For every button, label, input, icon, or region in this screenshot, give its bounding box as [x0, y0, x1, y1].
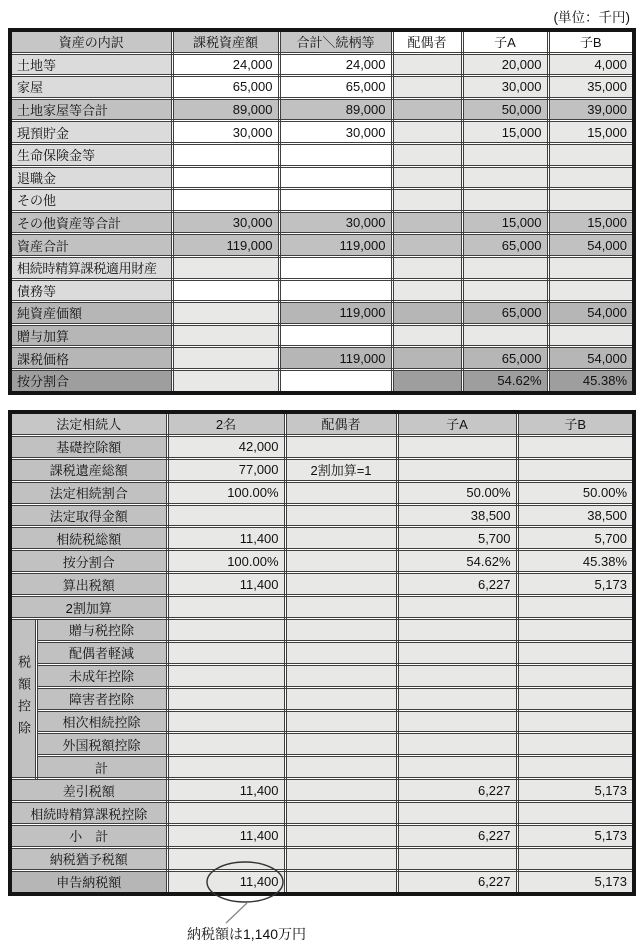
cell [517, 619, 634, 642]
annotation-pointer-line [226, 903, 247, 923]
table-row [10, 302, 634, 325]
cell [392, 121, 462, 144]
table-row [10, 687, 634, 710]
cell: 11,400 [167, 870, 285, 893]
cell: 6,227 [397, 779, 517, 802]
table-row [10, 98, 634, 121]
row-label: 法定取得金額 [10, 504, 167, 527]
cell: 5,173 [517, 825, 634, 848]
row-label: 計 [36, 756, 167, 779]
column-header: 資産の内訳 [10, 30, 172, 53]
cell [392, 76, 462, 99]
row-label: 配偶者軽減 [36, 641, 167, 664]
cell: 6,227 [397, 825, 517, 848]
group-cell [10, 619, 36, 779]
cell [392, 324, 462, 347]
cell: 30,000 [172, 211, 279, 234]
row-label: 贈与加算 [10, 324, 172, 347]
cell: 54,000 [548, 302, 634, 325]
asset-breakdown-table [8, 28, 636, 395]
table-row [10, 279, 634, 302]
cell [462, 166, 548, 189]
cell: 15,000 [548, 211, 634, 234]
table-row [10, 369, 634, 392]
annotation-text: 納税額は1,140万円 [187, 926, 307, 942]
cell [279, 166, 392, 189]
cell [285, 641, 397, 664]
data-table [8, 410, 636, 896]
cell [285, 664, 397, 687]
cell [517, 733, 634, 756]
row-label: 課税遺産総額 [10, 458, 167, 481]
cell: 5,173 [517, 870, 634, 893]
row-label: 贈与税控除 [36, 619, 167, 642]
row-label: 土地家屋等合計 [10, 98, 172, 121]
cell [397, 641, 517, 664]
cell [172, 143, 279, 166]
cell: 11,400 [167, 527, 285, 550]
cell [167, 687, 285, 710]
cell [285, 733, 397, 756]
cell [167, 504, 285, 527]
cell [285, 802, 397, 825]
cell: 119,000 [279, 347, 392, 370]
cell: 30,000 [279, 121, 392, 144]
cell: 30,000 [172, 121, 279, 144]
cell [397, 458, 517, 481]
column-header: 配偶者 [392, 30, 462, 53]
cell: 5,173 [517, 573, 634, 596]
cell: 38,500 [517, 504, 634, 527]
cell [397, 596, 517, 619]
row-label: 土地等 [10, 53, 172, 76]
cell [517, 664, 634, 687]
cell: 24,000 [279, 53, 392, 76]
cell [517, 756, 634, 779]
cell: 2割加算=1 [285, 458, 397, 481]
cell [392, 53, 462, 76]
cell [392, 234, 462, 257]
row-label: 申告納税額 [10, 870, 167, 893]
cell: 119,000 [172, 234, 279, 257]
cell [392, 98, 462, 121]
cell [167, 847, 285, 870]
cell: 24,000 [172, 53, 279, 76]
cell [548, 189, 634, 212]
cell [397, 664, 517, 687]
cell: 119,000 [279, 234, 392, 257]
cell [462, 324, 548, 347]
cell: 65,000 [279, 76, 392, 99]
table-row [10, 779, 634, 802]
cell [279, 256, 392, 279]
cell [397, 619, 517, 642]
cell: 65,000 [462, 234, 548, 257]
cell [392, 166, 462, 189]
row-label: 障害者控除 [36, 687, 167, 710]
cell: 89,000 [279, 98, 392, 121]
cell: 77,000 [167, 458, 285, 481]
row-label: 未成年控除 [36, 664, 167, 687]
table-row [10, 641, 634, 664]
column-header: 配偶者 [285, 412, 397, 435]
cell: 42,000 [167, 435, 285, 458]
cell [397, 710, 517, 733]
column-header: 子A [397, 412, 517, 435]
cell [285, 870, 397, 893]
cell [397, 733, 517, 756]
group-label: 税額控除 [16, 654, 31, 743]
cell [392, 143, 462, 166]
cell: 30,000 [462, 76, 548, 99]
cell: 89,000 [172, 98, 279, 121]
row-label: 法定相続割合 [10, 481, 167, 504]
table-row [10, 121, 634, 144]
column-header: 合計＼続柄等 [279, 30, 392, 53]
cell [167, 710, 285, 733]
table-row [10, 458, 634, 481]
cell: 35,000 [548, 76, 634, 99]
cell [285, 619, 397, 642]
cell [285, 756, 397, 779]
row-label: 債務等 [10, 279, 172, 302]
table-row [10, 143, 634, 166]
cell: 45.38% [548, 369, 634, 392]
row-label: 按分割合 [10, 369, 172, 392]
cell: 100.00% [167, 481, 285, 504]
cell: 54.62% [397, 550, 517, 573]
cell [517, 641, 634, 664]
cell: 20,000 [462, 53, 548, 76]
cell: 38,500 [397, 504, 517, 527]
header-row [10, 412, 634, 435]
cell [517, 435, 634, 458]
cell: 11,400 [167, 779, 285, 802]
cell: 65,000 [462, 347, 548, 370]
cell: 54.62% [462, 369, 548, 392]
column-header: 課税資産額 [172, 30, 279, 53]
cell [167, 619, 285, 642]
cell: 15,000 [548, 121, 634, 144]
cell [548, 256, 634, 279]
cell [279, 189, 392, 212]
cell [167, 802, 285, 825]
cell [172, 369, 279, 392]
cell [517, 596, 634, 619]
column-header: 2名 [167, 412, 285, 435]
table-row [10, 166, 634, 189]
row-label: 家屋 [10, 76, 172, 99]
row-label: 算出税額 [10, 573, 167, 596]
cell [285, 481, 397, 504]
table-row [10, 324, 634, 347]
cell: 30,000 [279, 211, 392, 234]
cell [392, 256, 462, 279]
cell: 11,400 [167, 573, 285, 596]
cell [285, 573, 397, 596]
cell: 5,173 [517, 779, 634, 802]
table-row [10, 256, 634, 279]
cell [167, 733, 285, 756]
row-label: 按分割合 [10, 550, 167, 573]
table-row [10, 189, 634, 212]
unit-label: (単位：千円) [553, 10, 630, 25]
row-label: その他 [10, 189, 172, 212]
cell: 5,700 [397, 527, 517, 550]
cell [397, 435, 517, 458]
cell [285, 847, 397, 870]
cell [285, 825, 397, 848]
row-label: 外国税額控除 [36, 733, 167, 756]
table-row [10, 504, 634, 527]
cell: 50.00% [517, 481, 634, 504]
table-row [10, 619, 634, 642]
cell [392, 211, 462, 234]
row-label: 現預貯金 [10, 121, 172, 144]
cell [517, 710, 634, 733]
cell [392, 369, 462, 392]
cell [548, 279, 634, 302]
table-row [10, 847, 634, 870]
data-table [8, 28, 636, 395]
cell: 5,700 [517, 527, 634, 550]
row-label: 退職金 [10, 166, 172, 189]
table-row [10, 347, 634, 370]
cell [462, 279, 548, 302]
row-label: その他資産等合計 [10, 211, 172, 234]
table-row [10, 710, 634, 733]
cell [167, 596, 285, 619]
table-row [10, 573, 634, 596]
cell [285, 710, 397, 733]
cell: 65,000 [172, 76, 279, 99]
table-row [10, 527, 634, 550]
cell [397, 847, 517, 870]
table-row [10, 435, 634, 458]
cell [167, 641, 285, 664]
cell [167, 664, 285, 687]
cell [517, 847, 634, 870]
cell [462, 256, 548, 279]
cell [172, 279, 279, 302]
row-label: 資産合計 [10, 234, 172, 257]
cell [462, 189, 548, 212]
cell: 65,000 [462, 302, 548, 325]
table-row [10, 802, 634, 825]
cell [172, 166, 279, 189]
cell [279, 143, 392, 166]
cell: 45.38% [517, 550, 634, 573]
cell: 4,000 [548, 53, 634, 76]
cell [285, 779, 397, 802]
cell [392, 302, 462, 325]
cell [285, 435, 397, 458]
column-header: 法定相続人 [10, 412, 167, 435]
row-label: 納税猶予税額 [10, 847, 167, 870]
cell: 50.00% [397, 481, 517, 504]
cell [462, 143, 548, 166]
cell [517, 802, 634, 825]
cell [517, 458, 634, 481]
cell [285, 527, 397, 550]
table-row [10, 550, 634, 573]
cell [392, 189, 462, 212]
tax-calculation-table [8, 410, 636, 896]
cell: 50,000 [462, 98, 548, 121]
table-row [10, 211, 634, 234]
cell: 15,000 [462, 121, 548, 144]
table-row [10, 825, 634, 848]
cell [392, 347, 462, 370]
cell: 54,000 [548, 234, 634, 257]
cell [285, 504, 397, 527]
table-row [10, 481, 634, 504]
row-label: 基礎控除額 [10, 435, 167, 458]
cell [167, 756, 285, 779]
cell: 11,400 [167, 825, 285, 848]
table-row [10, 756, 634, 779]
row-label: 課税価格 [10, 347, 172, 370]
row-label: 相次相続控除 [36, 710, 167, 733]
cell: 6,227 [397, 870, 517, 893]
row-label: 2割加算 [10, 596, 167, 619]
table-row [10, 234, 634, 257]
table-row [10, 870, 634, 893]
cell [172, 256, 279, 279]
cell [172, 302, 279, 325]
row-label: 相続時精算課税適用財産 [10, 256, 172, 279]
cell: 6,227 [397, 573, 517, 596]
cell [285, 596, 397, 619]
row-label: 純資産価額 [10, 302, 172, 325]
cell [517, 687, 634, 710]
cell: 39,000 [548, 98, 634, 121]
cell [285, 550, 397, 573]
cell [172, 347, 279, 370]
cell [548, 324, 634, 347]
cell: 15,000 [462, 211, 548, 234]
cell: 119,000 [279, 302, 392, 325]
cell [397, 687, 517, 710]
table-row [10, 664, 634, 687]
column-header: 子B [548, 30, 634, 53]
cell [392, 279, 462, 302]
cell [279, 279, 392, 302]
table-row [10, 76, 634, 99]
cell [548, 166, 634, 189]
cell [279, 369, 392, 392]
cell: 100.00% [167, 550, 285, 573]
table-row [10, 733, 634, 756]
cell: 54,000 [548, 347, 634, 370]
table-row [10, 53, 634, 76]
column-header: 子B [517, 412, 634, 435]
row-label: 相続税総額 [10, 527, 167, 550]
cell [548, 143, 634, 166]
cell [279, 324, 392, 347]
cell [172, 324, 279, 347]
row-label: 相続時精算課税控除 [10, 802, 167, 825]
cell [397, 802, 517, 825]
row-label: 生命保険金等 [10, 143, 172, 166]
row-label: 差引税額 [10, 779, 167, 802]
cell [172, 189, 279, 212]
table-row [10, 596, 634, 619]
cell [285, 687, 397, 710]
row-label: 小 計 [10, 825, 167, 848]
cell [397, 756, 517, 779]
header-row [10, 30, 634, 53]
column-header: 子A [462, 30, 548, 53]
